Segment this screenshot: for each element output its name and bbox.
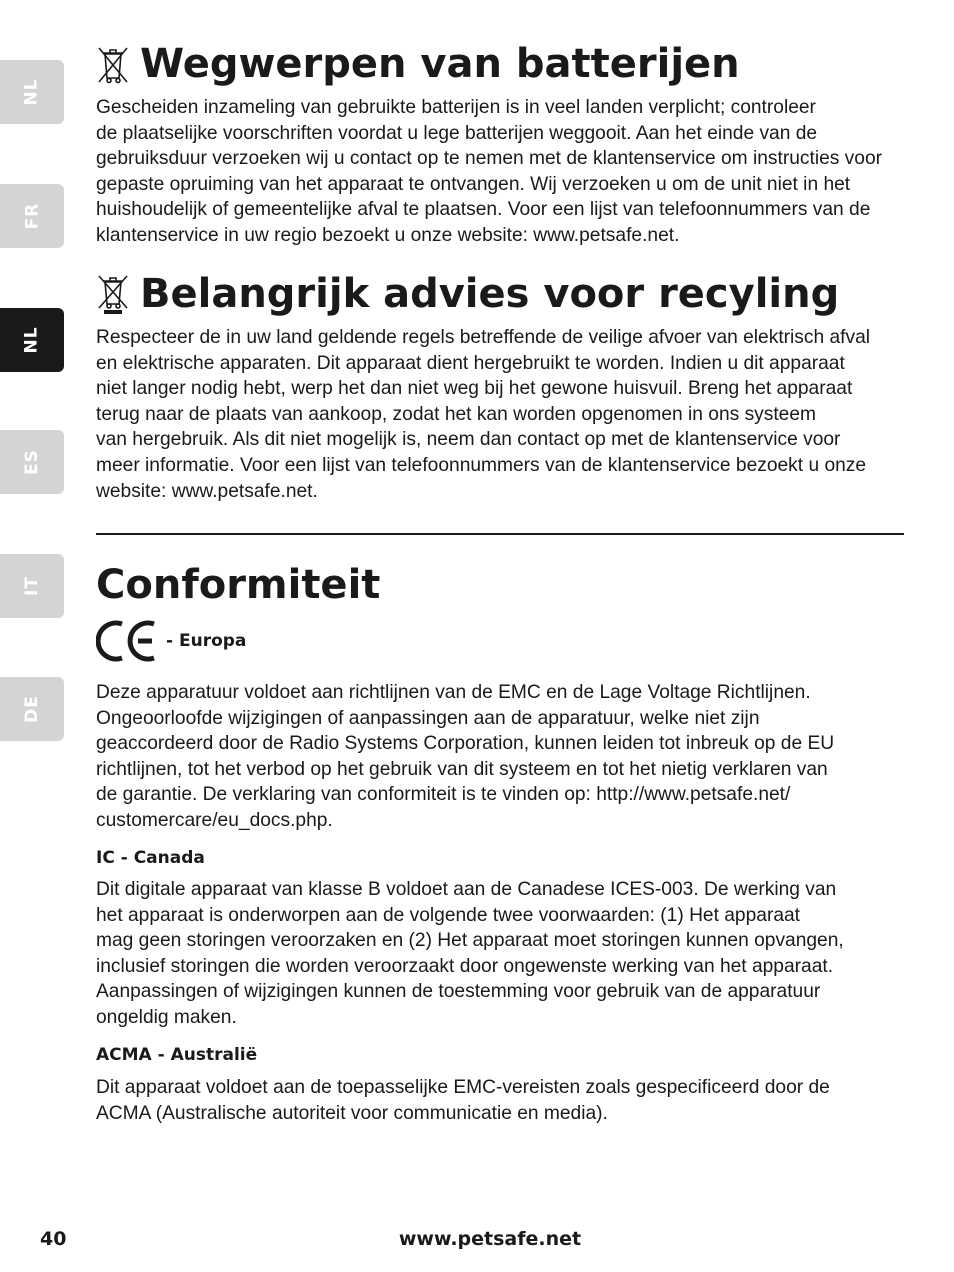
footer-url: www.petsafe.net (398, 1228, 582, 1250)
page-number: 40 (40, 1228, 67, 1250)
batteries-paragraph: Gescheiden inzameling van gebruikte batterijen is in veel landen verplicht; controleer de plaatselijke voorschriften voordat u lege batterijen weggooit. Aan het einde van de gebruiksduur verzoeken wij u contact op te nemen met de klantenservice om instructies voor gepaste opruiming van het apparaat te ontvangen. Wij verzoeken u om de unit niet in het huishoudelijk of gemeentelijke afval te plaatsen. Voor een lijst van telefoonnummers van de klantenservice in uw regio bezoekt u onze website: www.petsafe.net. (96, 97, 883, 246)
language-tab-nl-active[interactable]: NL (0, 308, 64, 372)
crossed-bin-icon (96, 44, 130, 84)
ce-mark-icon (96, 618, 160, 664)
australia-subheading: ACMA - Australië (96, 1045, 258, 1065)
canada-paragraph: Dit digitale apparaat van klasse B voldoet aan de Canadese ICES-003. De werking van het apparaat is onderworpen aan de volgende twee voorwaarden: (1) Het apparaat mag geen storingen veroorzaken en (2) Het apparaat moet storingen kunnen opvangen, inclusief storingen die worden veroorzaakt door ongewenste werking van het apparaat. Aanpassingen of wijzigingen kunnen de toestemming voor gebruik van de apparatuur ongeldig maken. (96, 879, 844, 1028)
australia-paragraph: Dit apparaat voldoet aan de toepasselijke EMC-vereisten zoals gespecificeerd door de ACMA (Australische autoriteit voor communicatie en media). (96, 1077, 830, 1124)
language-tab-it[interactable]: IT (0, 554, 64, 618)
language-tab-es[interactable]: ES (0, 430, 64, 494)
ce-europe-row (96, 618, 246, 664)
recycling-heading: Belangrijk advies voor recyling (96, 270, 839, 318)
language-tab-fr[interactable]: FR (0, 184, 64, 248)
language-tabs (0, 0, 67, 1272)
recycling-paragraph: Respecteer de in uw land geldende regels betreffende de veilige afvoer van elektrisch afval en elektrische apparaten. Dit apparaat dient hergebruikt te worden. Indien u dit apparaat niet langer nodig hebt, werp het dan niet weg bij het gewone huisvuil. Breng het apparaat terug naar de plaats van aankoop, zodat het kan worden opgenomen in ons systeem van hergebruik. Als dit niet mogelijk is, neem dan contact op met de klantenservice voor meer informatie. Voor een lijst van telefoonnummers van de klantenservice bezoekt u onze website: www.petsafe.net. (96, 327, 871, 502)
section-divider (96, 533, 904, 535)
language-tab-nl-1[interactable]: NL (0, 60, 64, 124)
europe-paragraph: Deze apparatuur voldoet aan richtlijnen van de EMC en de Lage Voltage Richtlijnen. Ongeoorloofde wijzigingen of aanpassingen aan de apparatuur, welke niet zijn geaccordeerd door de Radio Systems Corporation, kunnen leiden tot inbreuk op de EU richtlijnen, tot het verbod op het gebruik van dit systeem en tot het nietig verklaren van de garantie. De verklaring van conformiteit is te vinden op: http://www.petsafe.net/ customercare/eu_docs.php. (96, 682, 835, 831)
batteries-heading: Wegwerpen van batterijen (96, 40, 740, 88)
weee-bin-icon (96, 274, 130, 314)
conformity-heading: Conformiteit (96, 562, 381, 608)
europe-label: - Europa (166, 631, 247, 651)
canada-subheading: IC - Canada (96, 848, 205, 868)
language-tab-de[interactable]: DE (0, 677, 64, 741)
